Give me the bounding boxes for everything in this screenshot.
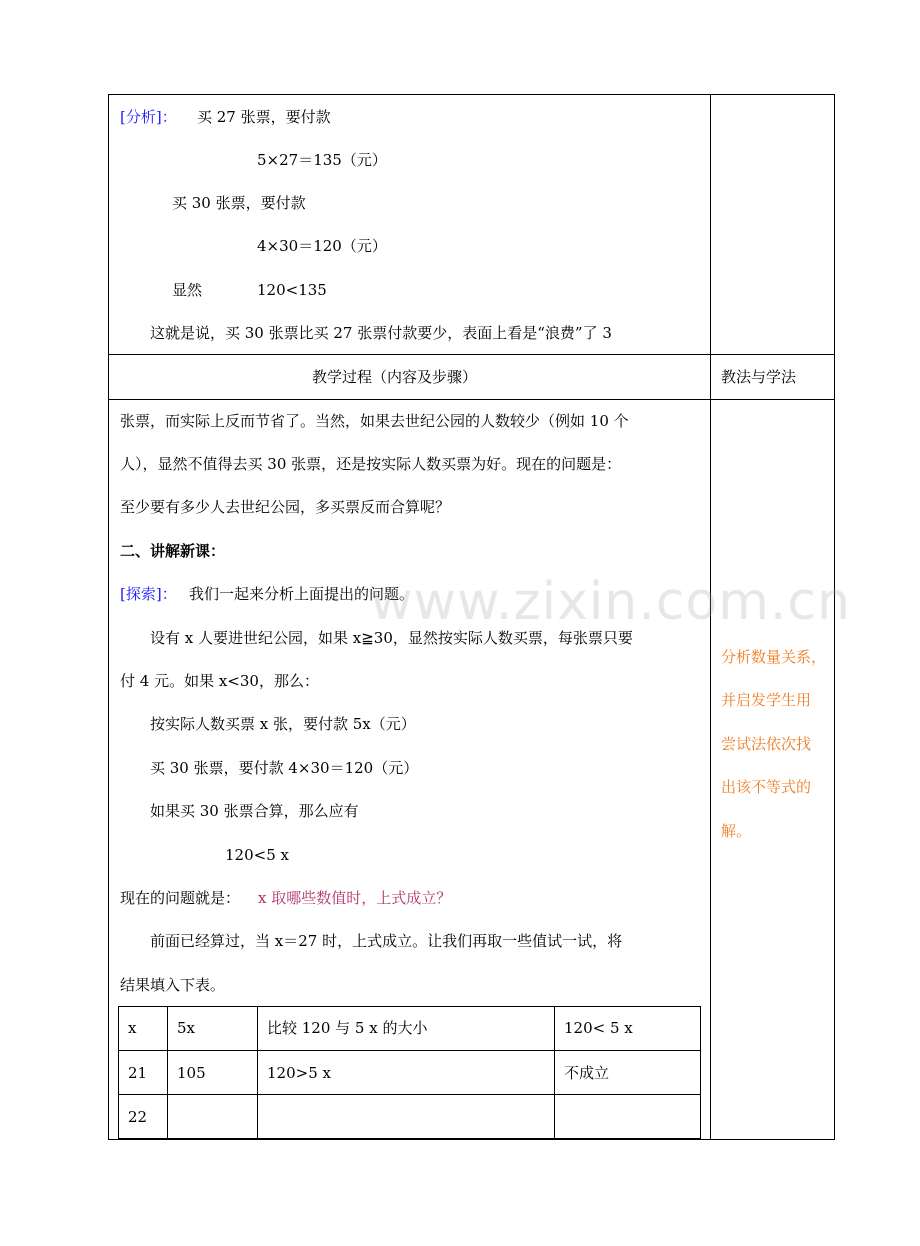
- body-paragraph: 按实际人数买票 x 张，要付款 5x（元）: [150, 715, 416, 733]
- explore-text: 我们一起来分析上面提出的问题。: [189, 585, 415, 603]
- table-cell: 22: [128, 1108, 148, 1126]
- table-col-line: [167, 1006, 168, 1139]
- section-heading: 二、讲解新课：: [120, 542, 226, 560]
- analysis-label: [分析]：: [120, 108, 177, 126]
- analysis-line: 120<135: [257, 281, 327, 299]
- analysis-line: 4×30＝120（元）: [257, 237, 387, 255]
- explore-label: [探索]：: [120, 585, 177, 603]
- table-header-cell: 120< 5 x: [564, 1019, 633, 1037]
- analysis-line: 买 30 张票，要付款: [172, 194, 306, 212]
- table-col-line: [257, 1006, 258, 1139]
- analysis-line: 买 27 张票，要付款: [197, 108, 331, 126]
- body-paragraph: 买 30 张票，要付款 4×30＝120（元）: [150, 759, 419, 777]
- body-paragraph: 人），显然不值得去买 30 张票，还是按实际人数买票为好。现在的问题是：: [120, 455, 622, 473]
- body-paragraph: 前面已经算过，当 x＝27 时，上式成立。让我们再取一些值试一试，将: [150, 932, 623, 950]
- body-paragraph: 结果填入下表。: [120, 976, 226, 994]
- row-divider: [108, 399, 835, 400]
- body-paragraph: 张票，而实际上反而节省了。当然，如果去世纪公园的人数较少（例如 10 个: [120, 412, 629, 430]
- header-method: 教法与学法: [721, 368, 797, 386]
- table-cell: 不成立: [564, 1064, 610, 1082]
- side-note-line: 分析数量关系，: [721, 648, 827, 666]
- question-label: 现在的问题就是：: [120, 889, 241, 907]
- table-header-cell: 5x: [177, 1019, 196, 1037]
- table-cell: 120>5 x: [267, 1064, 331, 1082]
- table-header-cell: x: [128, 1019, 137, 1037]
- side-note-line: 并启发学生用: [721, 691, 812, 709]
- side-note-line: 尝试法依次找: [721, 735, 812, 753]
- watermark: www.zixin.com.cn: [370, 572, 851, 632]
- body-paragraph: 设有 x 人要进世纪公园，如果 x≧30，显然按实际人数买票，每张票只要: [150, 629, 633, 647]
- table-cell: 105: [177, 1064, 206, 1082]
- question-text: x 取哪些数值时，上式成立？: [258, 889, 452, 907]
- analysis-line: 显然: [172, 281, 203, 299]
- side-note-line: 解。: [721, 822, 752, 840]
- side-note-line: 出该不等式的: [721, 778, 812, 796]
- inequality: 120<5 x: [225, 846, 289, 864]
- body-paragraph: 至少要有多少人去世纪公园，多买票反而合算呢？: [120, 498, 451, 516]
- table-row-line: [118, 1050, 701, 1051]
- body-paragraph: 付 4 元。如果 x<30，那么：: [120, 672, 319, 690]
- header-process: 教学过程（内容及步骤）: [312, 368, 478, 386]
- table-col-line: [554, 1006, 555, 1139]
- analysis-line: 5×27＝135（元）: [257, 151, 387, 169]
- table-header-cell: 比较 120 与 5 x 的大小: [267, 1019, 428, 1037]
- analysis-line: 这就是说，买 30 张票比买 27 张票付款要少，表面上看是“浪费”了 3: [150, 324, 612, 342]
- table-cell: 21: [128, 1064, 148, 1082]
- row-divider: [108, 354, 835, 355]
- body-paragraph: 如果买 30 张票合算，那么应有: [150, 802, 359, 820]
- table-row-line: [118, 1094, 701, 1095]
